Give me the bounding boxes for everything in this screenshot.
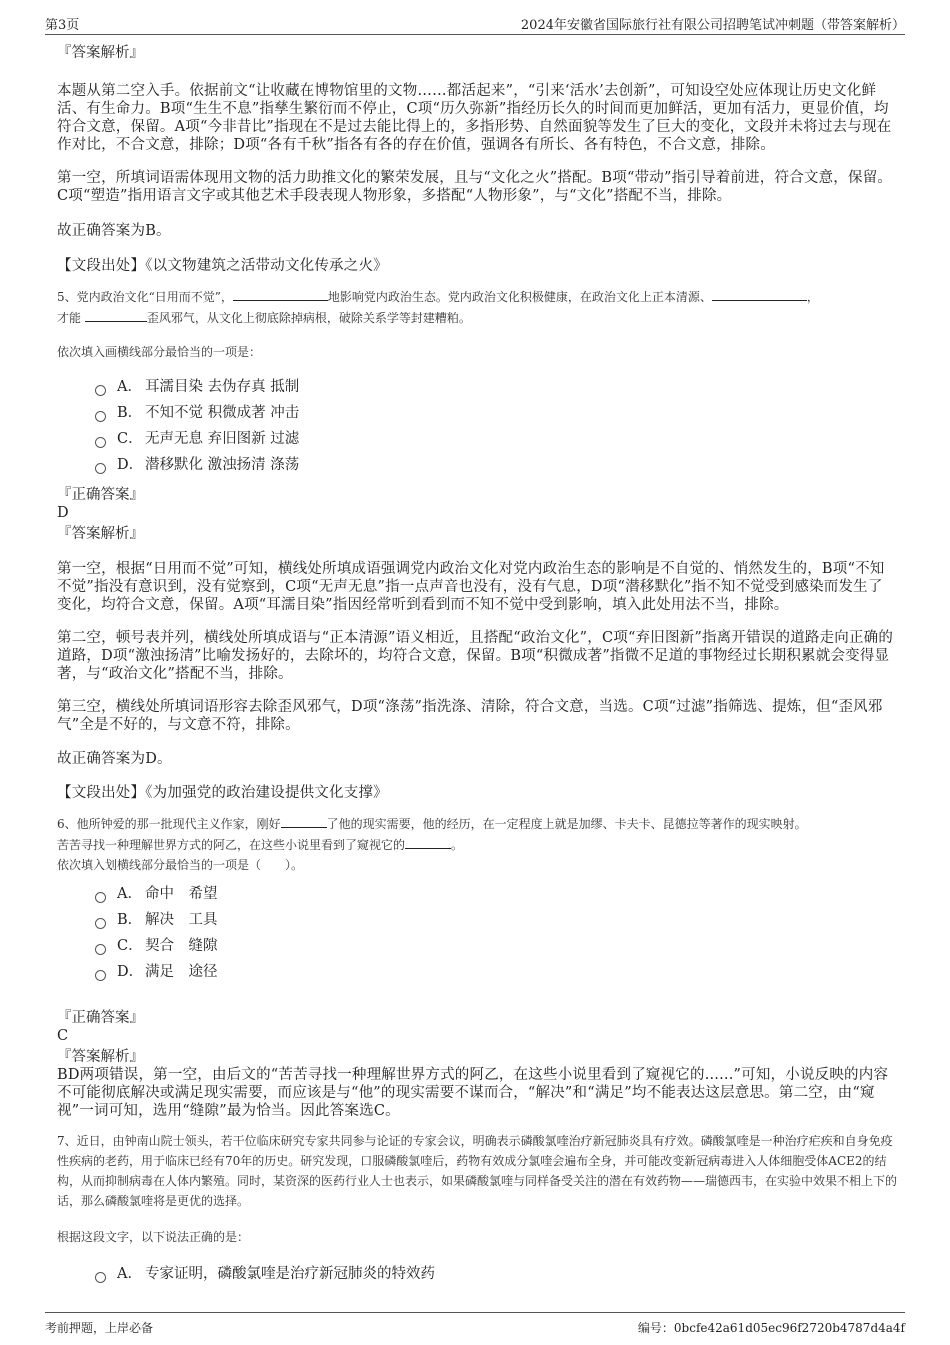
page-number: 第3页 [45,18,80,33]
q7-options [95,1261,897,1287]
q4-analysis-para-2: 第一空，所填词语需体现用文物的活力助推文化的繁荣发展，且与“文化之火”搭配。B项“带动”指引导着前进，符合文意，保留。C项“塑造”指用语言文字或其他艺术手段表现人物形象，多搭配“人物形象”，与“文化”搭配不当，排除。 [57,170,893,204]
q6-blank-2 [405,834,451,849]
q5-option-a[interactable]: A． 耳濡目染 去伪存真 抵制 [95,374,897,400]
q4-analysis-label: 『答案解析』 [57,45,144,61]
q5-conclusion: 故正确答案为D。 [57,751,172,767]
q5-blank-2 [712,286,807,301]
document-title: 2024年安徽省国际旅行社有限公司招聘笔试冲刺题（带答案解析） [520,18,905,33]
page-footer [45,1312,905,1337]
q5-option-b[interactable]: B． 不知不觉 积微成著 冲击 [95,400,897,426]
q5-option-c[interactable]: C． 无声无息 弃旧图新 过滤 [95,426,897,452]
q5-answer: D [57,505,69,521]
q6-options [95,881,897,985]
radio-icon[interactable] [95,385,106,396]
q6-stem: 6、他所钟爱的那一批现代主义作家，刚好 了他的现实需要，他的经历，在一定程度上就是加缪、卡夫卡、昆德拉等著作的现实映射。 苦苦寻找一种理解世界方式的阿乙，在这些小说里看到了窥视它的 。 [57,813,897,855]
q5-analysis-para-3: 第三空，横线处所填词语形容去除歪风邪气，D项“涤荡”指洗涤、清除，符合文意，当选。C项“过滤”指筛选、提炼，但“歪风邪气”全是不好的，与文意不符，排除。 [57,699,883,733]
q6-option-b[interactable]: B． 解决 工具 [95,907,897,933]
q5-analysis-para-1: 第一空，根据“日用而不觉”可知，横线处所填成语强调党内政治文化对党内政治生态的影响是不自觉的、悄然发生的，B项“不知不觉”指没有意识到，没有觉察到，C项“无声无息”指一点声音也没有，没有气息，D项“潜移默化”指不知不觉受到感染而发生了变化，均符合文意，保留。A项“耳濡目染”指因经常听到看到而不知不觉中受到影响，填入此处用法不当，排除。 [57,561,885,613]
q6-answer-label: 『正确答案』 [57,1010,144,1026]
q7-option-a[interactable]: A． 专家证明，磷酸氯喹是治疗新冠肺炎的特效药 [95,1261,897,1287]
q5-stem: 5、党内政治文化“日用而不觉”， 地影响党内政治生态。党内政治文化积极健康，在政治文化上正本清源、 ， 才能 歪风邪气，从文化上彻底除掉病根，破除关系学等封建糟粕。 [57,286,897,328]
q6-prompt: 依次填入划横线部分最恰当的一项是（ ）。 [57,858,304,872]
q5-prompt: 依次填入画横线部分最恰当的一项是： [57,345,262,359]
q5-analysis-label: 『答案解析』 [57,526,144,542]
radio-icon[interactable] [95,1272,106,1283]
q5-options [95,374,897,478]
q5-blank-3 [85,307,147,322]
footer-note: 考前押题，上岸必备 [45,1321,154,1335]
q6-option-c[interactable]: C． 契合 缝隙 [95,933,897,959]
q6-blank-1 [281,813,327,828]
q6-option-a[interactable]: A． 命中 希望 [95,881,897,907]
q6-option-d[interactable]: D． 满足 途径 [95,959,897,985]
q5-option-d[interactable]: D． 潜移默化 激浊扬清 涤荡 [95,452,897,478]
q5-analysis-para-2: 第二空，顿号表并列，横线处所填成语与“正本清源”语义相近，且搭配“政治文化”，C项“弃旧图新”指离开错误的道路走向正确的道路，D项“激浊扬清”比喻发扬好的，去除坏的，均符合文意，保留。B项“积微成著”指微不足道的事物经过长期积累就会变得显著，与“政治文化”搭配不当，排除。 [57,630,894,682]
q6-analysis: BD两项错误，第一空，由后文的“苦苦寻找一种理解世界方式的阿乙，在这些小说里看到了窥视它的......”可知，小说反映的内容不可能彻底解决或满足现实需要，而应该是与“他”的现实需要不谋而合，“解决”和“满足”均不能表达这层意思。第二空，由“窥视”一词可知，选用“缝隙”最为恰当。因此答案选C。 [57,1067,889,1119]
q5-source: 【文段出处】《为加强党的政治建设提供文化支撑》 [57,785,388,801]
q4-analysis-para-1: 本题从第二空入手。依据前文“让收藏在博物馆里的文物……都活起来”，“引来‘活水’去创新”，可知设空处应体现让历史文化鲜活、有生命力。B项“生生不息”指孳生繁衍而不停止，C项“历久弥新”指经历长久的时间而更加鲜活，更加有活力，更显价值，均符合文意，保留。A项“今非昔比”指现在不是过去能比得上的，多指形势、自然面貌等发生了巨大的变化，文段并未将过去与现在作对比，不合文意，排除；D项“各有千秋”指各有各的存在价值，强调各有所长、各有特色，不合文意，排除。 [57,83,892,153]
q5-blank-1 [233,286,328,301]
q6-answer: C [57,1028,69,1044]
radio-icon[interactable] [95,437,106,448]
document-body [57,44,897,1287]
radio-icon[interactable] [95,463,106,474]
q4-source: 【文段出处】《以文物建筑之活带动文化传承之火》 [57,258,388,274]
radio-icon[interactable] [95,918,106,929]
q4-conclusion: 故正确答案为B。 [57,223,171,239]
radio-icon[interactable] [95,970,106,981]
radio-icon[interactable] [95,944,106,955]
page-header [45,10,905,35]
q7-stem: 7、近日，由钟南山院士领头，若干位临床研究专家共同参与论证的专家会议，明确表示磷酸氯喹治疗新冠肺炎具有疗效。磷酸氯喹是一种治疗疟疾和自身免疫性疾病的老药，用于临床已经有70年的历史。研究发现，口服磷酸氯喹后，药物有效成分氯喹会遍布全身，并可能改变新冠病毒进入人体细胞受体ACE2的结构，从而抑制病毒在人体内繁殖。同时，某资深的医药行业人士也表示，如果磷酸氯喹与同样备受关注的潜在有效药物——瑞德西韦，在实验中效果不相上下的话，那么磷酸氯喹将是更优的选择。 [57,1134,898,1208]
radio-icon[interactable] [95,892,106,903]
q5-answer-label: 『正确答案』 [57,487,144,503]
q6-analysis-label: 『答案解析』 [57,1049,144,1065]
q7-prompt: 根据这段文字，以下说法正确的是： [57,1230,250,1244]
footer-code: 编号：0bcfe42a61d05ec96f2720b4787d4a4f [637,1321,905,1335]
radio-icon[interactable] [95,411,106,422]
